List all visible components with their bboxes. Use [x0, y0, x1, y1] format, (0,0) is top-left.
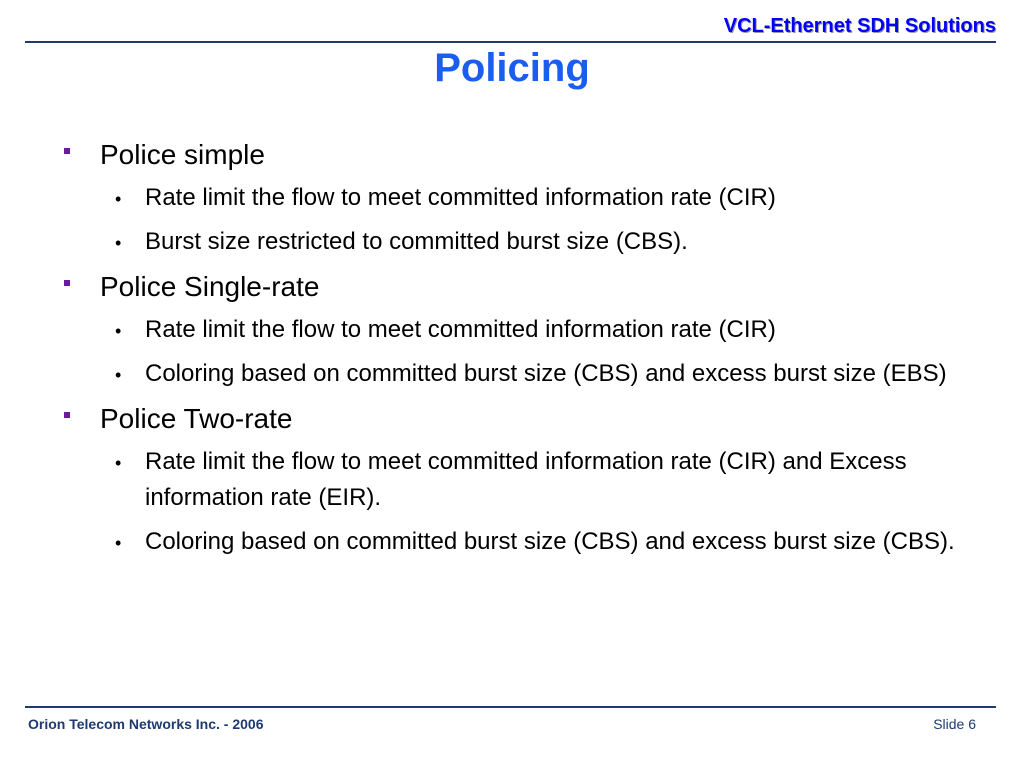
slide-title: Policing: [434, 46, 590, 90]
bullet-police-simple: [60, 136, 980, 174]
sub-bullet: [60, 224, 980, 260]
dot-bullet-icon: •: [115, 189, 122, 209]
bullet-police-two-rate: [60, 400, 980, 438]
bullet-label: Police Single-rate: [100, 271, 320, 302]
dot-bullet-icon: •: [115, 233, 122, 253]
sub-bullet: [60, 524, 980, 560]
footer-company: Orion Telecom Networks Inc. - 2006: [28, 716, 264, 732]
dot-bullet-icon: •: [115, 365, 122, 385]
bullet-label: Police simple: [100, 139, 265, 170]
square-bullet-icon: [64, 148, 70, 154]
dot-bullet-icon: •: [115, 453, 122, 473]
dot-bullet-icon: •: [115, 321, 122, 341]
square-bullet-icon: [64, 280, 70, 286]
sub-bullet-text: Rate limit the flow to meet committed information rate (CIR) and Excess information rate (EIR).: [145, 448, 907, 511]
sub-bullet: [60, 312, 980, 348]
square-bullet-icon: [64, 412, 70, 418]
sub-bullet-text: Coloring based on committed burst size (CBS) and excess burst size (EBS): [145, 360, 947, 387]
sub-bullet: [60, 356, 980, 392]
sub-bullet-text: Burst size restricted to committed burst size (CBS).: [145, 228, 688, 255]
sub-bullet-text: Coloring based on committed burst size (CBS) and excess burst size (CBS).: [145, 528, 955, 555]
sub-bullet: [60, 444, 980, 516]
dot-bullet-icon: •: [115, 533, 122, 553]
footer-slide-number: Slide 6: [933, 716, 976, 732]
sub-bullet: [60, 180, 980, 216]
bullet-label: Police Two-rate: [100, 403, 293, 434]
sub-bullet-text: Rate limit the flow to meet committed information rate (CIR): [145, 184, 776, 211]
header-divider: [25, 41, 996, 43]
sub-bullet-text: Rate limit the flow to meet committed information rate (CIR): [145, 316, 776, 343]
slide-content: [60, 136, 980, 568]
bullet-police-single-rate: [60, 268, 980, 306]
footer-divider: [25, 706, 996, 708]
header-title: VCL-Ethernet SDH Solutions: [723, 15, 996, 37]
